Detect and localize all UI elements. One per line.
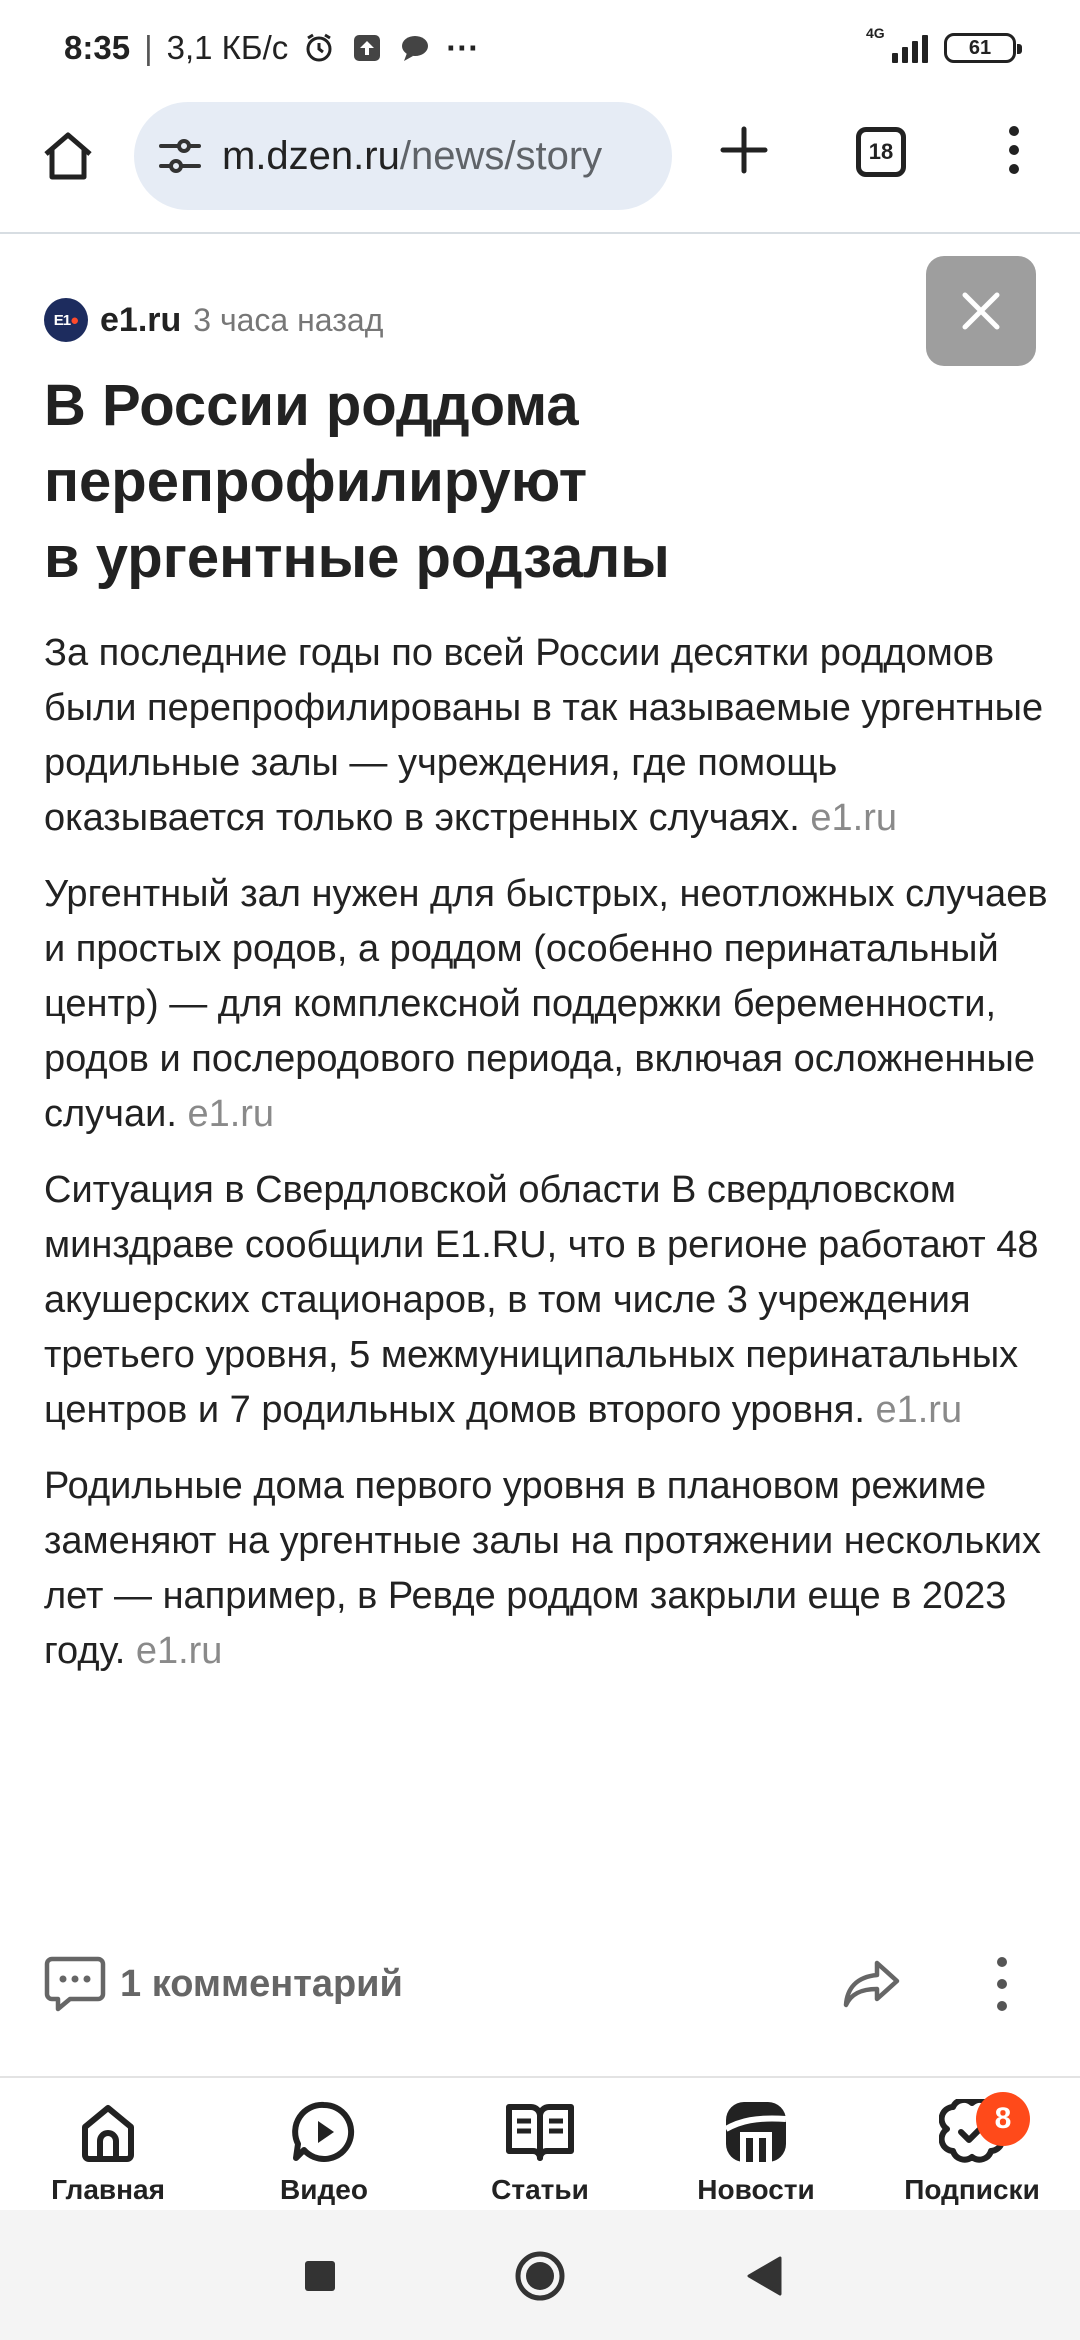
tab-switcher-button[interactable] — [856, 127, 906, 177]
article-more-button[interactable] — [992, 1954, 1012, 2014]
battery-level: 61 — [968, 36, 992, 59]
plus-icon — [719, 125, 769, 175]
paragraph — [44, 1163, 1054, 1438]
comment-icon — [44, 1955, 106, 2013]
comments-button[interactable] — [44, 1955, 403, 2013]
nav-label: Видео — [280, 2174, 368, 2205]
source-logo: E1 ● — [44, 298, 88, 342]
paragraph-text: За последние годы по всей России десятки роддомов были перепрофилированы в так называемые ургентные родильные залы — учреждения, где помощь оказывается только в экстренных случаях. — [44, 632, 1044, 839]
article-actions — [44, 1950, 1044, 2018]
home-icon — [39, 127, 97, 185]
system-navigation-bar — [0, 2210, 1080, 2340]
source-name[interactable]: e1.ru — [100, 300, 182, 339]
upload-icon — [350, 31, 384, 65]
headline-line: перепрофилируют — [44, 449, 588, 514]
headline-line: в ургентные родзалы — [44, 525, 670, 590]
paragraph-source-link[interactable]: e1.ru — [135, 1630, 223, 1672]
bottom-navigation — [0, 2076, 1080, 2210]
close-icon — [959, 289, 1003, 333]
publish-time: 3 часа назад — [193, 301, 384, 338]
battery-icon — [944, 33, 1016, 63]
more-notifications: ··· — [446, 29, 480, 66]
network-speed: 3,1 КБ/с — [166, 29, 289, 66]
signal-icon — [866, 25, 928, 63]
nav-item-articles[interactable] — [432, 2078, 648, 2210]
nav-label: Статьи — [491, 2174, 589, 2205]
video-icon — [288, 2096, 360, 2168]
paragraph-text: Родильные дома первого уровня в плановом режиме заменяют на ургентные залы на протяжении нескольких лет — например, в Ревде роддом закрыли еще в 2023 году. — [44, 1465, 1042, 1672]
nav-label: Подписки — [904, 2174, 1040, 2205]
paragraph — [44, 626, 1054, 846]
home-button[interactable] — [36, 124, 100, 188]
share-icon — [843, 1959, 901, 2009]
url-host: m.dzen.ru — [222, 133, 400, 178]
paragraph — [44, 1459, 1054, 1679]
source-logo-text: E1 — [53, 311, 71, 329]
nav-label: Главная — [51, 2174, 165, 2205]
status-bar — [0, 0, 1080, 96]
paragraph-source-link[interactable]: e1.ru — [810, 797, 898, 839]
share-button[interactable] — [840, 1954, 904, 2014]
nav-item-home[interactable] — [0, 2078, 216, 2210]
url-path: /news/story — [399, 133, 603, 178]
chat-bubble-icon — [398, 31, 432, 65]
nav-item-subscriptions[interactable] — [864, 2078, 1080, 2210]
browser-menu-button[interactable] — [998, 118, 1030, 182]
tab-count: 18 — [868, 139, 894, 164]
status-separator: | — [144, 29, 153, 66]
clock: 8:35 — [64, 29, 131, 66]
nav-item-news[interactable] — [648, 2078, 864, 2210]
back-triangle-icon — [744, 2255, 784, 2297]
comments-count: 1 комментарий — [120, 1962, 403, 2005]
paragraph — [44, 867, 1054, 1142]
recents-button[interactable] — [294, 2250, 346, 2302]
network-type: 4G — [866, 25, 885, 41]
articles-icon — [504, 2096, 576, 2168]
article-body — [44, 626, 1054, 1700]
site-settings-icon[interactable] — [154, 130, 206, 182]
headline-line: В России роддома — [44, 373, 579, 438]
status-left — [64, 29, 479, 67]
new-tab-button[interactable] — [712, 118, 776, 182]
back-button[interactable] — [738, 2250, 790, 2302]
home-icon — [72, 2096, 144, 2168]
news-icon — [720, 2096, 792, 2168]
article-source[interactable] — [44, 298, 383, 342]
status-right — [866, 25, 1016, 63]
square-icon — [303, 2259, 337, 2293]
browser-toolbar — [0, 96, 1080, 234]
nav-item-video[interactable] — [216, 2078, 432, 2210]
paragraph-source-link[interactable]: e1.ru — [187, 1093, 275, 1135]
alarm-icon — [302, 31, 336, 65]
paragraph-source-link[interactable]: e1.ru — [875, 1389, 963, 1431]
home-system-button[interactable] — [514, 2250, 566, 2302]
paragraph-text: Ургентный зал нужен для быстрых, неотложных случаев и простых родов, а роддом (особенно перинатальный центр) — для комплексной поддержки беременности, родов и послеродового периода, включая осложненные случаи. — [44, 873, 1048, 1135]
paragraph-text: Ситуация в Свердловской области В свердловском минздраве сообщили E1.RU, что в регионе работают 48 акушерских стационаров, в том числе 3 учреждения третьего уровня, 5 межмуниципальных перинатальных центров и 7 родильных домов второго уровня. — [44, 1169, 1039, 1431]
address-bar[interactable] — [134, 102, 672, 210]
url-text — [222, 134, 602, 179]
close-button[interactable] — [926, 256, 1036, 366]
nav-label: Новости — [697, 2174, 815, 2205]
circle-icon — [514, 2250, 566, 2302]
notification-badge: 8 — [976, 2092, 1030, 2146]
article-headline — [44, 368, 944, 596]
